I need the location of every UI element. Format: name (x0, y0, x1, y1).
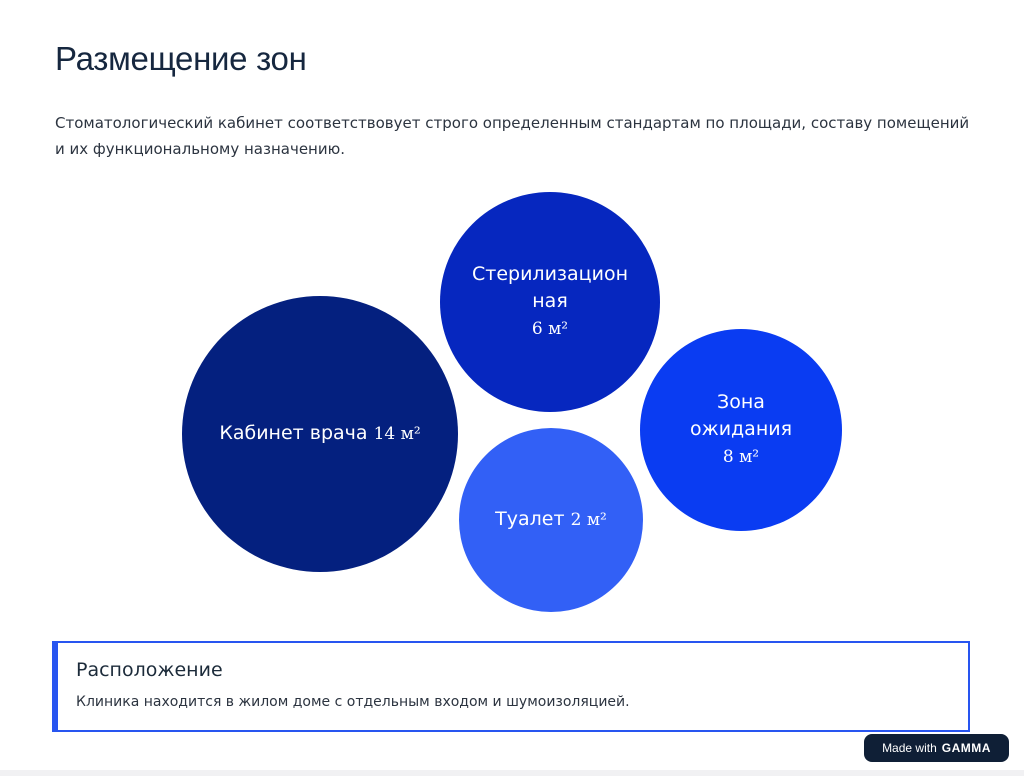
bottom-divider (0, 770, 1024, 776)
zone-label: Туалет (495, 508, 565, 530)
zone-area: 8 м² (722, 447, 760, 467)
zone-toilet (459, 428, 643, 612)
zone-waiting-label (690, 389, 792, 471)
zone-toilet-label (495, 506, 607, 534)
page-title: Размещение зон (55, 40, 307, 77)
zone-area: 6 м² (531, 319, 569, 339)
intro-text: Стоматологический кабинет соответствовует строго определенным стандартам по площади, составу помещений и их функциональному назначению. (55, 114, 970, 158)
callout-title: Расположение (76, 659, 223, 681)
badge-made-with: Made with (882, 741, 937, 755)
zone-label: Стерилизацион ная (472, 263, 628, 312)
zone-doctor-office (182, 296, 458, 572)
made-with-gamma-badge[interactable] (864, 734, 1009, 762)
zone-label: Зона ожидания (689, 391, 793, 440)
zone-area: 14 м² (373, 424, 421, 444)
location-callout (52, 641, 970, 732)
zone-doctor-office-label (219, 420, 420, 448)
gamma-logo: GAMMA (941, 741, 991, 755)
zone-sterilization (440, 192, 660, 412)
zone-waiting (640, 329, 842, 531)
zone-sterilization-label (472, 261, 628, 343)
callout-text: Клиника находится в жилом доме с отдельным входом и шумоизоляцией. (76, 694, 630, 710)
zone-area: 2 м² (570, 510, 607, 530)
zone-label: Кабинет врача (219, 422, 368, 444)
